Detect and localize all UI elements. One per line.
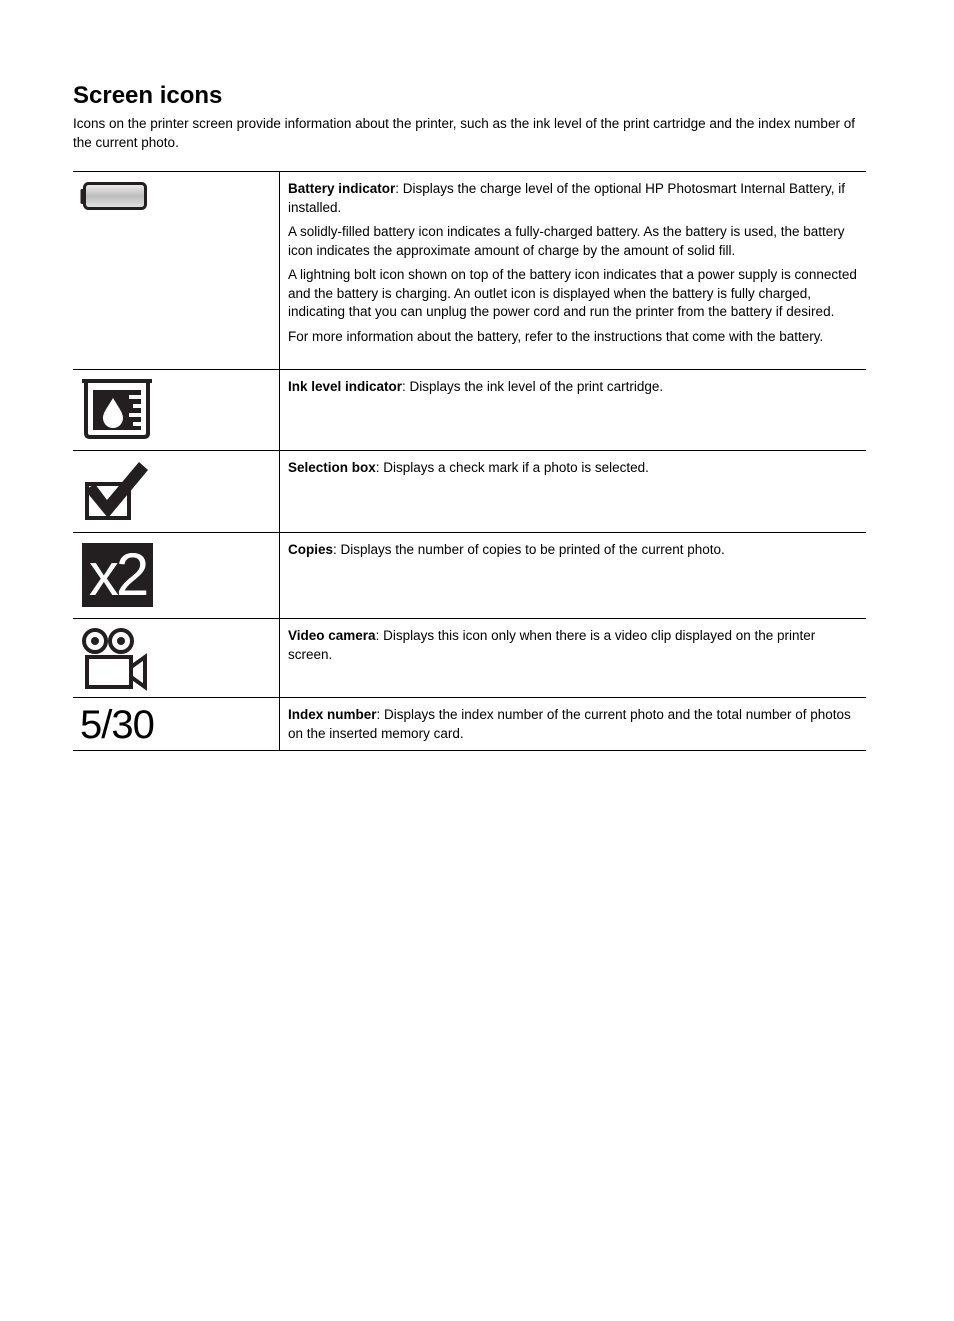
battery-fill-note: A solidly-filled battery icon indicates a fully-charged battery. As the battery is used, the battery icon indicates the approximate amount of charge by the amount of solid fill. (288, 224, 845, 258)
intro-paragraph: Icons on the printer screen provide information about the printer, such as the ink level of the print cartridge and the index number of the current photo. (73, 116, 855, 150)
page (73, 80, 866, 751)
video-camera-description: Video camera: Displays this icon only when there is a video clip displayed on the printer screen. (288, 628, 816, 662)
copies-description: Copies: Displays the number of copies to be printed of the current photo. (288, 542, 725, 557)
ink-level-description: Ink level indicator: Displays the ink level of the print cartridge. (288, 379, 664, 394)
screen-icons-table (73, 171, 866, 751)
icon-cell (73, 370, 280, 451)
ink-level-icon (80, 378, 160, 444)
description-cell (280, 451, 867, 533)
table-row (73, 619, 866, 698)
page-title: Screen icons (73, 82, 223, 109)
copies-icon: x2 (82, 543, 153, 607)
battery-icon (79, 180, 159, 220)
term-label: Selection box (288, 460, 376, 475)
term-label: Index number (288, 707, 377, 722)
battery-info-note: For more information about the battery, refer to the instructions that come with the battery. (288, 328, 824, 344)
icon-cell (73, 172, 280, 370)
icon-cell (73, 533, 280, 619)
description-cell (280, 370, 867, 451)
battery-charging-note: A lightning bolt icon shown on top of the battery icon indicates that a power supply is connected and the battery is charging. An outlet icon is displayed when the battery is fully charged, indicating that you can unplug the power cord and run the printer from the battery if desired. (288, 267, 857, 319)
term-label: Video camera (288, 628, 376, 643)
table-row (73, 370, 866, 451)
table-row (73, 698, 866, 751)
index-number-description: Index number: Displays the index number of the current photo and the total number of photos on the inserted memory card. (288, 707, 851, 741)
description-cell (280, 172, 867, 370)
table-row (73, 451, 866, 533)
icon-cell (73, 698, 280, 751)
video-camera-icon (81, 627, 161, 693)
checkmark-icon (81, 460, 161, 526)
icon-cell (73, 619, 280, 698)
description-cell (280, 698, 867, 751)
table-row (73, 172, 866, 370)
table-row (73, 533, 866, 619)
term-label: Copies (288, 542, 334, 557)
icon-cell (73, 451, 280, 533)
term-label: Ink level indicator (288, 379, 403, 394)
description-cell (280, 533, 867, 619)
battery-description: Battery indicator: Displays the charge level of the optional HP Photosmart Internal Battery, if installed. (288, 181, 846, 215)
index-number-icon: 5/30 (80, 703, 154, 747)
term-label: Battery indicator (288, 181, 396, 196)
description-cell (280, 619, 867, 698)
selection-box-description: Selection box: Displays a check mark if a photo is selected. (288, 460, 649, 475)
